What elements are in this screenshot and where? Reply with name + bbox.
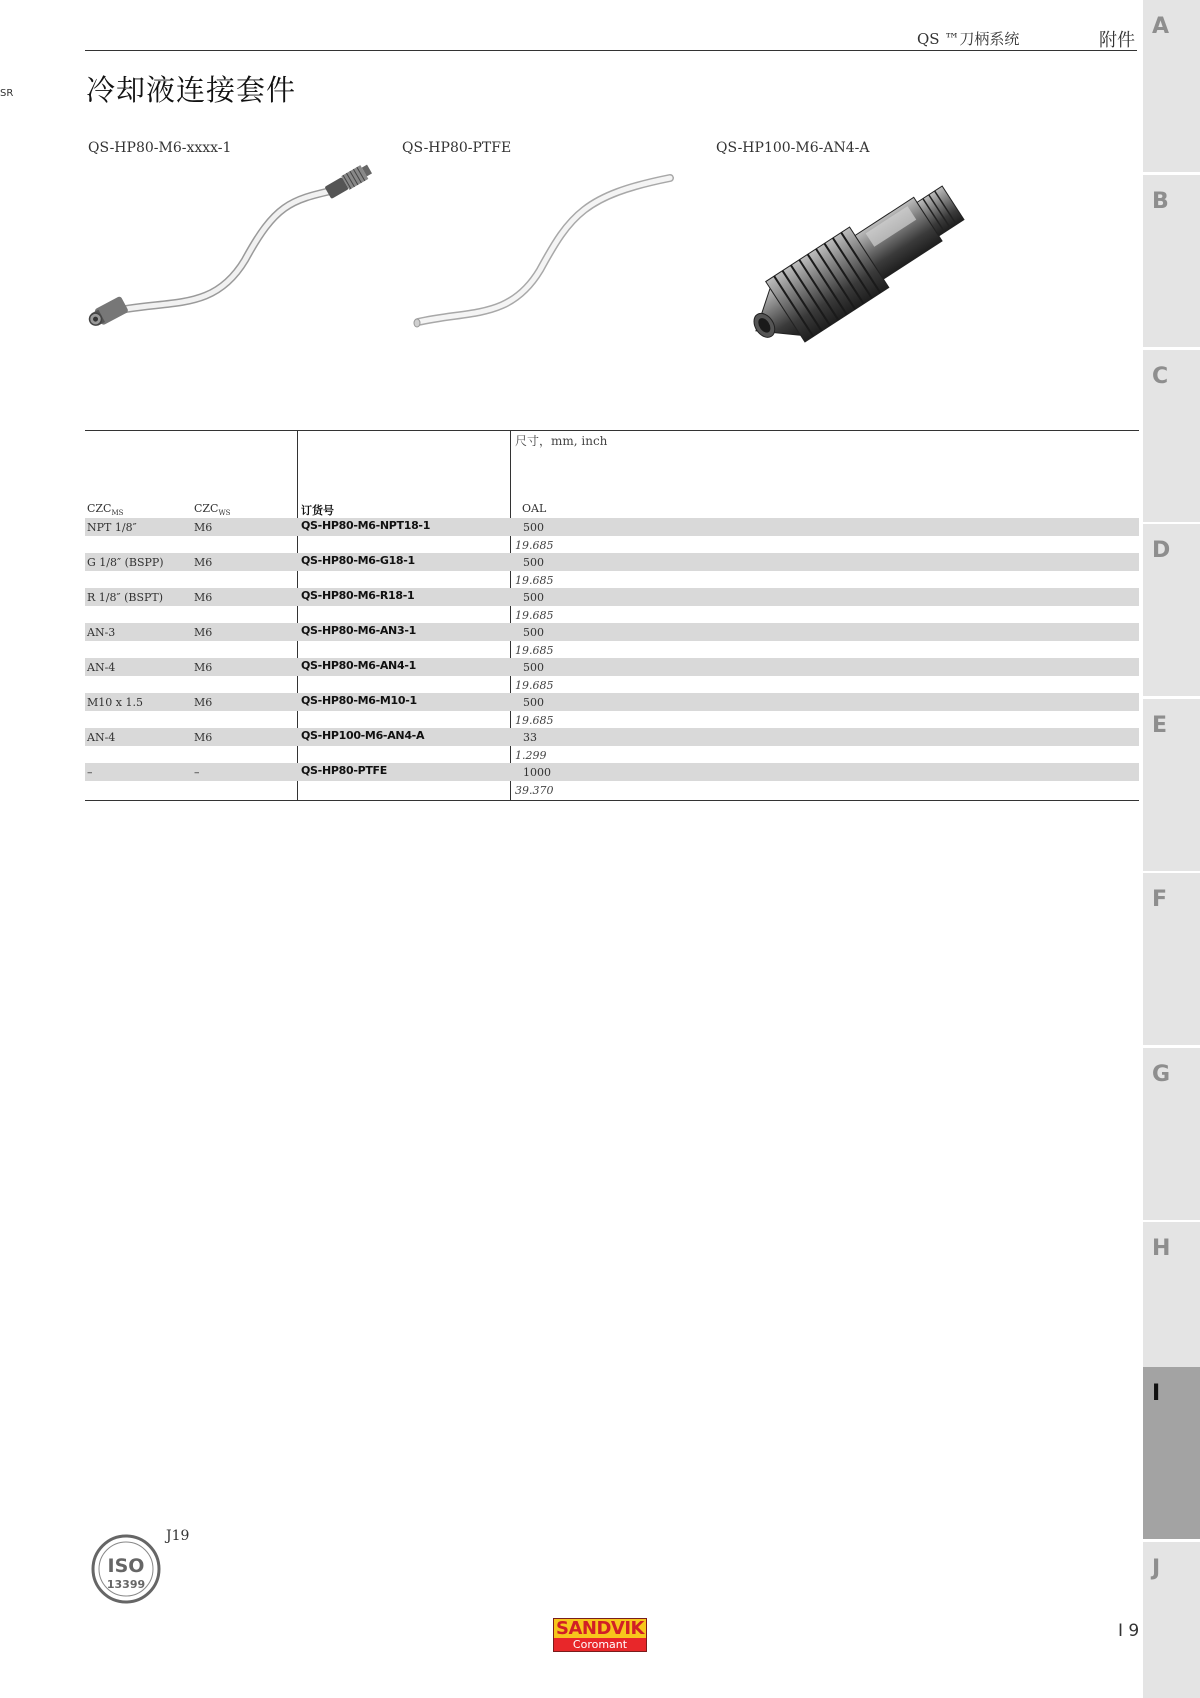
section-tab-f[interactable]: F: [1143, 873, 1200, 1045]
cell-thread: M6: [194, 661, 213, 674]
sandvik-coromant-logo: [553, 1618, 647, 1652]
iso-13399-badge: [90, 1533, 162, 1605]
cell-order-number: QS-HP80-M6-M10-1: [301, 694, 417, 707]
row-band: [85, 693, 1139, 711]
header-connection-text: CZC: [87, 502, 112, 515]
header-thread-sub: WS: [218, 509, 231, 518]
cell-connection: –: [87, 766, 93, 779]
iso-badge-text: ISO: [107, 1555, 145, 1577]
cell-thread: –: [194, 766, 200, 779]
page-header: [85, 24, 1137, 51]
section-tabs: [1143, 0, 1200, 1698]
section-tab-i[interactable]: I: [1143, 1367, 1200, 1539]
cell-oal-inch: 1.299: [515, 749, 547, 762]
table-row: [85, 623, 1139, 658]
header-connection: [87, 502, 123, 517]
cell-oal-mm: 1000: [523, 766, 551, 779]
row-band: [85, 728, 1139, 746]
cell-oal-mm: 33: [523, 731, 537, 744]
product-label-adapter: QS-HP100-M6-AN4-A: [716, 140, 870, 156]
row-band: [85, 623, 1139, 641]
specification-table: [85, 430, 1139, 801]
row-band: [85, 763, 1139, 781]
cell-thread: M6: [194, 696, 213, 709]
cell-thread: M6: [194, 626, 213, 639]
cell-oal-mm: 500: [523, 626, 544, 639]
table-row: [85, 553, 1139, 588]
table-row: [85, 518, 1139, 553]
table-bottom-rule: [85, 800, 1139, 801]
iso-badge-number: 13399: [106, 1578, 146, 1591]
cell-oal-mm: 500: [523, 661, 544, 674]
row-band: [85, 588, 1139, 606]
header-section: 附件: [1099, 30, 1135, 51]
section-tab-a[interactable]: A: [1143, 0, 1200, 172]
cell-order-number: QS-HP100-M6-AN4-A: [301, 729, 425, 742]
cell-oal-mm: 500: [523, 696, 544, 709]
header-series: QS ™刀柄系统: [917, 30, 1020, 48]
cell-oal-mm: 500: [523, 556, 544, 569]
cell-oal-inch: 19.685: [515, 574, 554, 587]
product-label-ptfe: QS-HP80-PTFE: [402, 140, 512, 156]
cell-thread: M6: [194, 591, 213, 604]
logo-sub-text: Coromant: [572, 1638, 628, 1651]
table-row: [85, 728, 1139, 763]
cell-oal-inch: 19.685: [515, 679, 554, 692]
row-band: [85, 518, 1139, 536]
section-tab-b[interactable]: B: [1143, 175, 1200, 347]
section-tab-g[interactable]: G: [1143, 1048, 1200, 1220]
header-thread-text: CZC: [194, 502, 219, 515]
table-top-rule: [85, 430, 1139, 431]
dimension-caption: 尺寸，mm, inch: [515, 434, 608, 448]
cell-thread: M6: [194, 731, 213, 744]
cell-oal-inch: 19.685: [515, 644, 554, 657]
cell-oal-mm: 500: [523, 591, 544, 604]
header-thread: [194, 502, 230, 517]
cell-connection: AN-4: [87, 731, 116, 744]
cell-oal-inch: 19.685: [515, 539, 554, 552]
cell-connection: NPT 1/8″: [87, 521, 137, 534]
cell-oal-inch: 19.685: [515, 609, 554, 622]
table-row: [85, 693, 1139, 728]
cell-connection: AN-3: [87, 626, 116, 639]
table-row: [85, 658, 1139, 693]
cell-thread: M6: [194, 556, 213, 569]
cell-oal-mm: 500: [523, 521, 544, 534]
row-band: [85, 658, 1139, 676]
header-oal: OAL: [522, 502, 547, 515]
table-row: [85, 588, 1139, 623]
cell-order-number: QS-HP80-M6-R18-1: [301, 589, 415, 602]
cell-order-number: QS-HP80-PTFE: [301, 764, 387, 777]
cell-connection: AN-4: [87, 661, 116, 674]
logo-main-text: SANDVIK: [554, 1619, 646, 1638]
cell-connection: R 1/8″ (BSPT): [87, 591, 164, 604]
header-connection-sub: MS: [111, 509, 124, 518]
cell-order-number: QS-HP80-M6-AN4-1: [301, 659, 416, 672]
section-tab-h[interactable]: H: [1143, 1222, 1200, 1394]
side-mark: SR: [0, 88, 14, 99]
product-label-hose: QS-HP80-M6-xxxx-1: [88, 140, 232, 156]
an4-adapter-image: [715, 160, 1015, 360]
cell-order-number: QS-HP80-M6-G18-1: [301, 554, 415, 567]
hose-assembly-image: [85, 160, 375, 340]
cell-oal-inch: 19.685: [515, 714, 554, 727]
section-tab-c[interactable]: C: [1143, 350, 1200, 522]
cell-thread: M6: [194, 521, 213, 534]
row-band: [85, 553, 1139, 571]
page-title: 冷却液连接套件: [86, 73, 297, 107]
cell-connection: M10 x 1.5: [87, 696, 143, 709]
cell-oal-inch: 39.370: [515, 784, 554, 797]
header-order-number: 订货号: [301, 504, 334, 517]
page-number: I 9: [1118, 1621, 1140, 1641]
cell-order-number: QS-HP80-M6-NPT18-1: [301, 519, 431, 532]
ptfe-tube-image: [400, 160, 690, 340]
section-tab-j[interactable]: J: [1143, 1542, 1200, 1698]
cell-order-number: QS-HP80-M6-AN3-1: [301, 624, 416, 637]
table-row: [85, 763, 1139, 798]
section-tab-e[interactable]: E: [1143, 699, 1200, 871]
section-tab-d[interactable]: D: [1143, 524, 1200, 696]
cell-connection: G 1/8″ (BSPP): [87, 556, 164, 569]
iso-reference: J19: [166, 1528, 190, 1544]
